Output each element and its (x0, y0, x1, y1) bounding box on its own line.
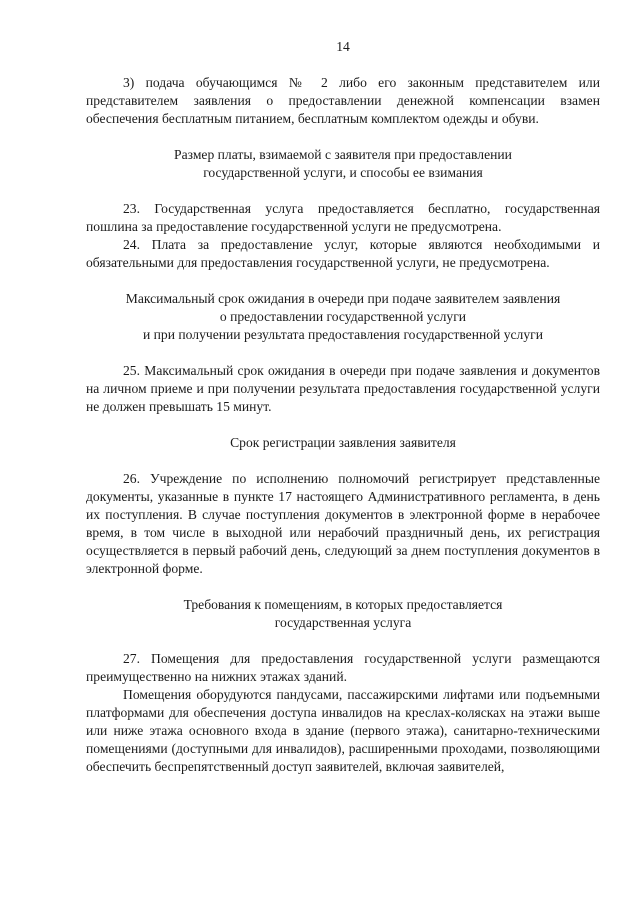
section-heading-premises (86, 596, 600, 632)
page-number: 14 (336, 39, 350, 54)
heading-line: государственная услуга (274, 615, 412, 630)
heading-line: Размер платы, взимаемой с заявителя при предоставлении (174, 147, 512, 162)
section-heading-fee (86, 146, 600, 182)
paragraph-26: 26. Учреждение по исполнению полномочий регистрирует представленные документы, указанные в пункте 17 настоящего Административного регламента, в день их поступления. В случае поступления документов в электронной форме в нерабочее время, в том числе в выходной или нерабочий праздничный день, их регистрация осуществляется в первый рабочий день, следующий за днем поступления документов в электронной форме. (86, 471, 600, 576)
paragraph-23: 23. Государственная услуга предоставляется бесплатно, государственная пошлина за предоставление государственной услуги не предусмотрена. (86, 201, 600, 234)
paragraph-item-3: 3) подача обучающимся № 2 либо его законным представителем или представителем заявления о предоставлении денежной компенсации взамен обеспечения бесплатным питанием, бесплатным комплектом одежды и обуви. (86, 75, 600, 126)
heading-line: о предоставлении государственной услуги (219, 309, 467, 324)
paragraph-25: 25. Максимальный срок ожидания в очереди при подаче заявления и документов на личном приеме и при получении результата предоставления государственной услуги не должен превышать 15 минут. (86, 363, 600, 414)
paragraph-27-continued: Помещения оборудуются пандусами, пассажирскими лифтами или подъемными платформами для обеспечения доступа инвалидов на креслах-колясках на этажи выше или ниже этажа основного входа в здание (первого этажа), санитарно-техническими помещениями (доступными для инвалидов), расширенными проходами, позволяющими обеспечить беспрепятственный доступ заявителей, включая заявителей, (86, 687, 600, 774)
heading-line: государственной услуги, и способы ее взимания (203, 165, 483, 180)
paragraph-27: 27. Помещения для предоставления государственной услуги размещаются преимущественно на нижних этажах зданий. (86, 651, 600, 684)
section-heading-queue (86, 290, 600, 344)
section-heading-registration (86, 434, 600, 452)
paragraph-24: 24. Плата за предоставление услуг, которые являются необходимыми и обязательными для предоставления государственной услуги, не предусмотрена. (86, 237, 600, 270)
heading-line: Срок регистрации заявления заявителя (230, 435, 456, 450)
heading-line: и при получении результата предоставления государственной услуги (142, 327, 543, 342)
heading-line: Требования к помещениям, в которых предоставляется (183, 597, 503, 612)
heading-line: Максимальный срок ожидания в очереди при подаче заявителем заявления (125, 291, 561, 306)
